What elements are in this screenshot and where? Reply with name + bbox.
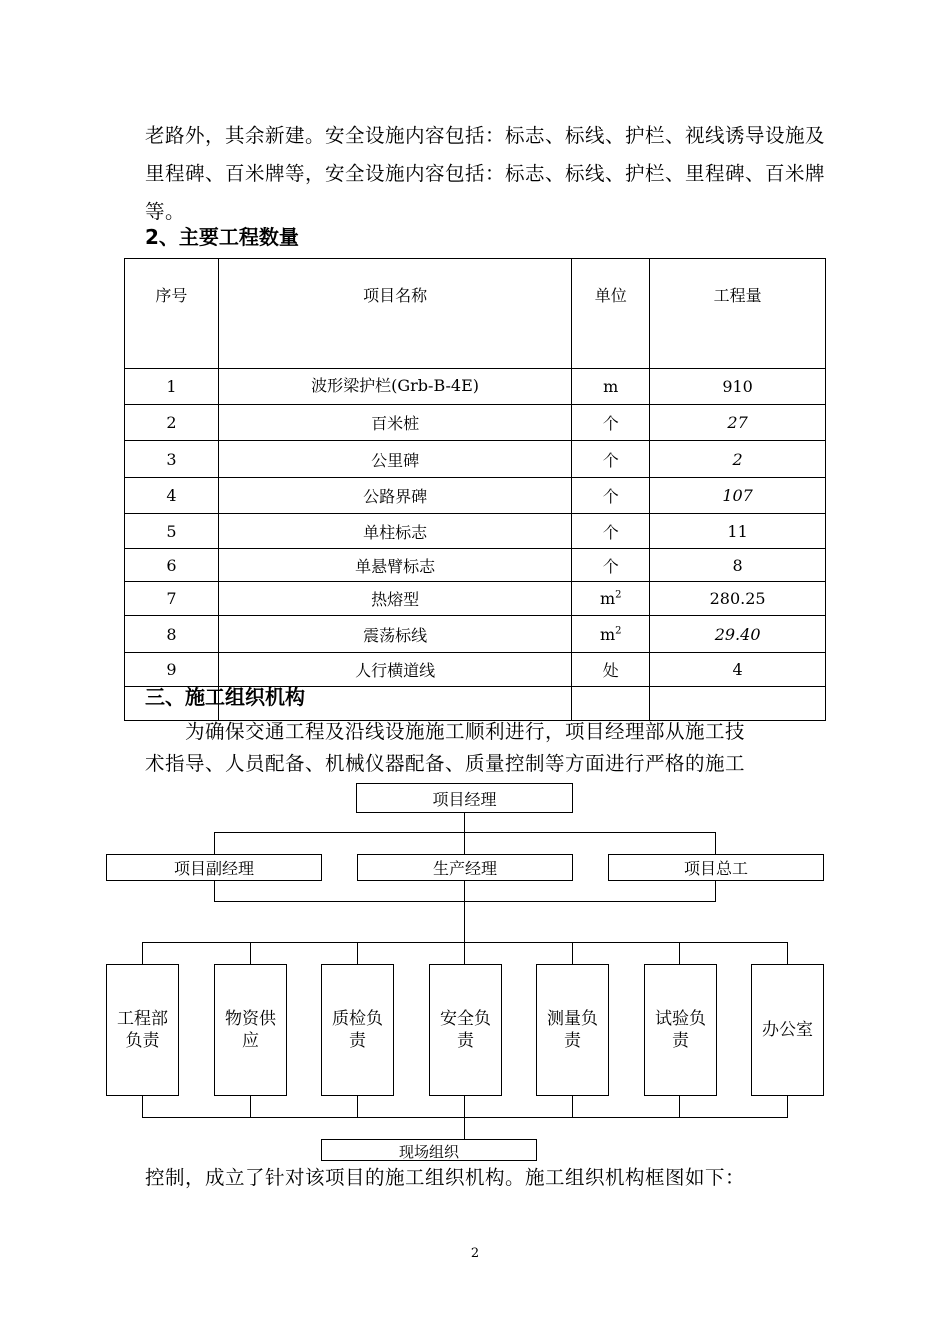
table-row [125,441,826,478]
org-box-line: 责 [672,1031,689,1051]
row-no: 4 [125,478,219,514]
org-box-top: 项目经理 [356,783,573,813]
connector-line [679,942,680,965]
row-no: 7 [125,582,219,616]
row-name: 单柱标志 [218,514,571,549]
row-unit [572,582,650,616]
org-box-level3 [106,964,179,1096]
org-box-level3 [751,964,824,1096]
org-box-line: 物资供 [225,1009,276,1029]
page-number: 2 [470,1246,480,1261]
row-unit [572,478,650,514]
connector-line [214,832,215,855]
connector-line [464,880,465,965]
row-no: 1 [125,369,219,405]
row-unit [572,405,650,441]
table-row [125,514,826,549]
row-no: 5 [125,514,219,549]
unit-text: 个 [602,414,619,433]
org-box-line: 测量负 [547,1009,598,1029]
row-unit [572,549,650,582]
unit-text: 个 [602,450,619,470]
row-qty: 4 [650,653,826,687]
table-row [125,616,826,653]
header-name: 项目名称 [218,259,571,369]
section-2-heading: 2、主要工程数量 [145,225,299,249]
row-name: 人行横道线 [218,653,571,687]
unit-superscript: 2 [615,625,622,637]
connector-line [142,1095,143,1118]
row-qty: 29.40 [650,616,826,653]
row-unit [572,441,650,478]
connector-line [250,942,251,965]
header-no: 序号 [125,259,219,369]
table-row [125,582,826,616]
org-box-line: 试验负 [655,1009,706,1029]
row-no: 3 [125,441,219,478]
connector-line [715,880,716,902]
row-qty: 280.25 [650,582,826,616]
org-box-line: 质检负 [332,1009,383,1029]
unit-text: 个 [602,487,619,506]
unit-text: 个 [602,556,619,576]
row-qty: 8 [650,549,826,582]
row-qty: 107 [650,478,826,514]
connector-line [214,832,716,833]
connector-line [787,1095,788,1118]
row-unit [572,369,650,405]
org-box-line: 责 [349,1031,366,1051]
row-qty: 2 [650,441,826,478]
section-3-heading: 三、施工组织机构 [145,685,305,709]
row-no: 8 [125,616,219,653]
org-box-bottom: 现场组织 [321,1139,537,1161]
section-3-text-line-2: 术指导、人员配备、机械仪器配备、质量控制等方面进行严格的施工 [145,752,746,775]
unit-superscript: 2 [615,589,622,601]
row-no: 6 [125,549,219,582]
org-box-line: 责 [564,1031,581,1051]
org-box-line: 负责 [125,1031,160,1051]
org-box-line: 安全负 [440,1009,491,1029]
org-box-level3 [321,964,394,1096]
org-box-level3 [644,964,717,1096]
row-qty: 27 [650,405,826,441]
connector-line [214,880,215,902]
org-box-level2: 项目副经理 [106,854,322,881]
table-row [125,405,826,441]
connector-line [357,942,358,965]
connector-line [357,1095,358,1118]
row-name: 公路界碑 [218,478,571,514]
connector-line [214,901,716,902]
table-header-row [125,259,826,369]
header-qty: 工程量 [650,259,826,369]
connector-line [250,1095,251,1118]
row-qty: 910 [650,369,826,405]
row-unit [572,616,650,653]
connector-line [715,832,716,855]
intro-paragraph: 老路外，其余新建。安全设施内容包括：标志、标线、护栏、视线诱导设施及里程碑、百米牌等，安全设施内容包括：标志、标线、护栏、里程碑、百米牌等。 [145,124,826,223]
connector-line [464,812,465,855]
org-box-level3 [214,964,287,1096]
row-unit [572,653,650,687]
connector-line [572,942,573,965]
org-box-line: 责 [457,1031,474,1051]
org-box-level2: 生产经理 [357,854,573,881]
section-3-text-line-1: 为确保交通工程及沿线设施施工顺利进行，项目经理部从施工技 [185,720,746,743]
connector-line [679,1095,680,1118]
connector-line [142,942,143,965]
unit-text: 处 [602,661,619,680]
connector-line [787,942,788,965]
connector-line [572,1095,573,1118]
row-name: 波形梁护栏(Grb-B-4E) [218,369,571,405]
row-name: 公里碑 [218,441,571,478]
connector-line [142,1117,788,1118]
org-box-level2: 项目总工 [608,854,824,881]
unit-text: m [603,377,619,396]
org-box-level3 [429,964,502,1096]
org-box-level3 [536,964,609,1096]
row-name: 震荡标线 [218,616,571,653]
row-name: 单悬臂标志 [218,549,571,582]
org-box-line: 工程部 [117,1009,168,1029]
table-row [125,478,826,514]
row-name: 百米桩 [218,405,571,441]
table-row [125,369,826,405]
header-unit: 单位 [572,259,650,369]
row-no: 9 [125,653,219,687]
unit-text: m [599,589,616,608]
row-unit [572,514,650,549]
unit-text: m [599,624,616,644]
row-no: 2 [125,405,219,441]
table-row [125,549,826,582]
org-box-line: 应 [242,1031,259,1051]
unit-text: 个 [602,522,619,542]
org-box-line: 办公室 [762,1020,813,1040]
row-name: 热熔型 [218,582,571,616]
quantity-table [124,258,826,721]
row-qty: 11 [650,514,826,549]
connector-line [142,942,788,943]
closing-paragraph: 控制，成立了针对该项目的施工组织机构。施工组织机构框图如下： [145,1166,746,1189]
